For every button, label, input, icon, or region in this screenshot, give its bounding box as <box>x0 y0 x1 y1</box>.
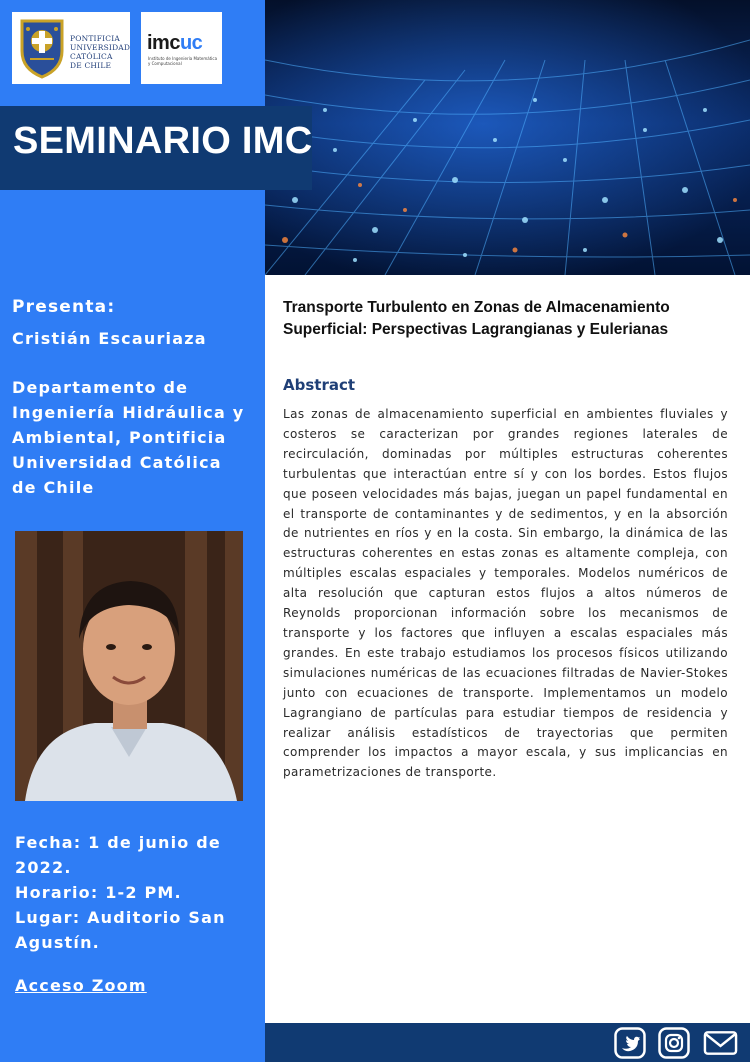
presenter-photo <box>15 531 243 801</box>
event-time: Horario: 1-2 PM. <box>15 883 182 902</box>
zoom-access-link[interactable]: Acceso Zoom <box>15 976 147 995</box>
abstract-text: Las zonas de almacenamiento superficial en ambientes fluviales y costeros se caracterizan por grandes regiones laterales de recirculación, dominadas por múltiples estructuras coherentes turbulentas que interactúan entre sí y con los bordes. Estos flujos que poseen velocidades más bajas, juegan un papel fundamental en el transporte de contaminantes y de sedimentos, y en la absorción de nutrientes en ríos y en la costa. Sin embargo, la dinámica de las estructuras coherentes en estas zonas es altamente compleja, con múltiples escalas espaciales y temporales. Modelos numéricos de alta resolución que capturan estos flujos a altos números de Reynolds proporcionan información sobre los mecanismos de transporte y los factores que influyen a escalas espaciales más grandes. En este trabajo estudiamos los procesos físicos utilizando simulaciones numéricas de las ecuaciones filtradas de Navier-Stokes junto con ecuaciones de transporte. Implementamos un modelo Lagrangiano de partículas para estudiar tiempos de residencia y realizar análisis estadísticos de trayectorias que permiten comprender los impactos a mayor escala, y sus implicancias en parametrizaciones de transporte. <box>283 407 728 780</box>
puc-crest-icon <box>18 17 66 79</box>
event-place: Lugar: Auditorio San Agustín. <box>15 908 226 952</box>
page-title: SEMINARIO IMC <box>13 120 313 162</box>
imcuc-subtitle: Instituto de Ingeniería Matemática y Computacional <box>148 56 218 66</box>
event-date: Fecha: 1 de junio de 2022. <box>15 833 221 877</box>
puc-logo <box>12 12 130 84</box>
talk-title: Transporte Turbulento en Zonas de Almacenamiento Superficial: Perspectivas Lagrangianas y Eulerianas <box>283 299 670 338</box>
presenter-label: Presenta: <box>12 297 116 317</box>
twitter-icon[interactable] <box>612 1025 647 1060</box>
imcuc-logo <box>141 12 222 84</box>
network-hero-image <box>265 0 750 275</box>
abstract-heading: Abstract <box>283 376 356 394</box>
imcuc-wordmark: imcuc <box>147 32 203 54</box>
presenter-name: Cristián Escauriaza <box>12 329 207 348</box>
puc-wordmark: PONTIFICIA UNIVERSIDAD CATÓLICA DE CHILE <box>70 34 131 70</box>
presenter-department: Departamento de Ingeniería Hidráulica y Ambiental, Pontificia Universidad Católica de Chile <box>12 378 245 497</box>
instagram-icon[interactable] <box>656 1025 691 1060</box>
mail-icon[interactable] <box>703 1025 738 1060</box>
